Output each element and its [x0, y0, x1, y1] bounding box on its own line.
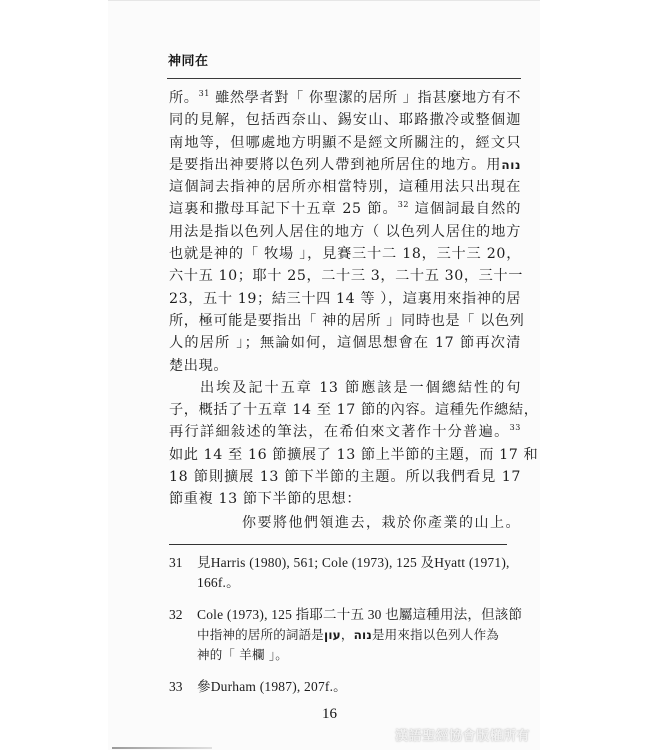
text-line: 所，極可能是要指出「 神的居所 」同時也是「 以色列	[169, 312, 525, 329]
footnote-text	[197, 625, 521, 645]
text-line	[169, 421, 521, 443]
footnote-ref-31[interactable]: 31	[198, 89, 210, 98]
text-run: 這個詞最自然的	[409, 201, 521, 218]
running-head	[167, 48, 521, 79]
scan-edge	[112, 747, 212, 749]
text-line	[169, 198, 521, 220]
text-line: 南地等，但哪處地方明顯不是經文所關注的，經文只	[169, 134, 521, 151]
text-line: 六十五 10；耶十 25，二十三 3，二十五 30，三十一	[169, 268, 524, 285]
text-line	[169, 154, 521, 176]
text-run: 是用來指以色列人作為	[371, 627, 499, 642]
text-line: 18 節則擴展 13 節下半節的主題。所以我們看見 17	[169, 469, 521, 486]
footnote-number: 31	[169, 555, 183, 570]
text-line: 出埃及記十五章 13 節應該是一個總結性的句	[200, 379, 521, 396]
footnotes	[169, 553, 521, 709]
text-line: 23，五十 19；結三十四 14 等 ），這裏用來指神的居	[169, 290, 522, 307]
footnote-31	[169, 553, 521, 593]
text-line: 節重複 13 節下半節的思想：	[169, 491, 362, 508]
text-line: 同的見解，包括西奈山、錫安山、耶路撒冷或整個迦	[169, 112, 521, 129]
text-run: ，	[340, 627, 354, 642]
scripture-quote: 你要將他們領進去，栽於你產業的山上。	[242, 514, 521, 531]
text-run: 所。	[169, 90, 199, 106]
footnote-ref-33[interactable]: 33	[509, 423, 521, 433]
footnote-text: 166f.。	[197, 575, 240, 590]
text-run: 這裏和撒母耳記下十五章 25 節。	[169, 201, 398, 218]
copyright-watermark: 漢語聖經協會版權所有	[395, 729, 531, 744]
text-run: 中指神的居所的詞語是	[197, 627, 325, 642]
page-edge	[108, 0, 540, 1]
footnote-33	[169, 677, 521, 697]
footnote-ref-32[interactable]: 32	[397, 200, 410, 210]
text-line: 也就是神的「 牧場 」，見賽三十二 18，三十三 20，	[169, 246, 521, 263]
page-number: 16	[322, 706, 337, 722]
text-run: 是要指出神要將以色列人帶到祂所居住的地方。用	[169, 156, 502, 173]
text-line: 子，概括了十五章 14 至 17 節的內容。這種先作總結，	[169, 402, 539, 419]
hebrew-word: נוה	[501, 157, 521, 172]
text-line: 這個詞去指神的居所亦相當特別，這種用法只出現在	[169, 179, 521, 196]
footnote-number: 32	[169, 607, 183, 622]
body-text	[169, 87, 539, 535]
hebrew-word: עון	[324, 628, 341, 642]
footnote-text: 神的「 羊欄 」。	[197, 647, 288, 662]
text-run: 雖然學者對「 你聖潔的居所 」指甚麼地方有不	[209, 90, 522, 106]
footnote-number: 33	[169, 679, 183, 694]
footnote-text: Cole (1973), 125 指耶二十五 30 也屬這種用法，但該節	[197, 607, 523, 622]
footnote-text: 見Harris (1980), 561; Cole (1973), 125 及Hyatt (1971),	[197, 555, 510, 570]
text-run: 再行詳細敍述的筆法，在希伯來文著作十分普遍。	[169, 424, 510, 441]
footnote-divider	[169, 544, 507, 545]
text-line: 用法是指以色列人居住的地方（ 以色列人居住的地方	[169, 223, 521, 240]
footnote-text: 參Durham (1987), 207f.。	[197, 679, 347, 694]
footnote-32	[169, 605, 521, 665]
text-line: 楚出現。	[169, 357, 229, 374]
book-title: 神同在	[168, 54, 209, 69]
text-line: 如此 14 至 16 節擴展了 13 節上半節的主題，而 17 和	[169, 446, 539, 463]
text-line: 人的居所 」；無論如何，這個思想會在 17 節再次清	[169, 335, 521, 352]
hebrew-word: נוה	[353, 628, 372, 642]
text-line	[169, 87, 521, 109]
